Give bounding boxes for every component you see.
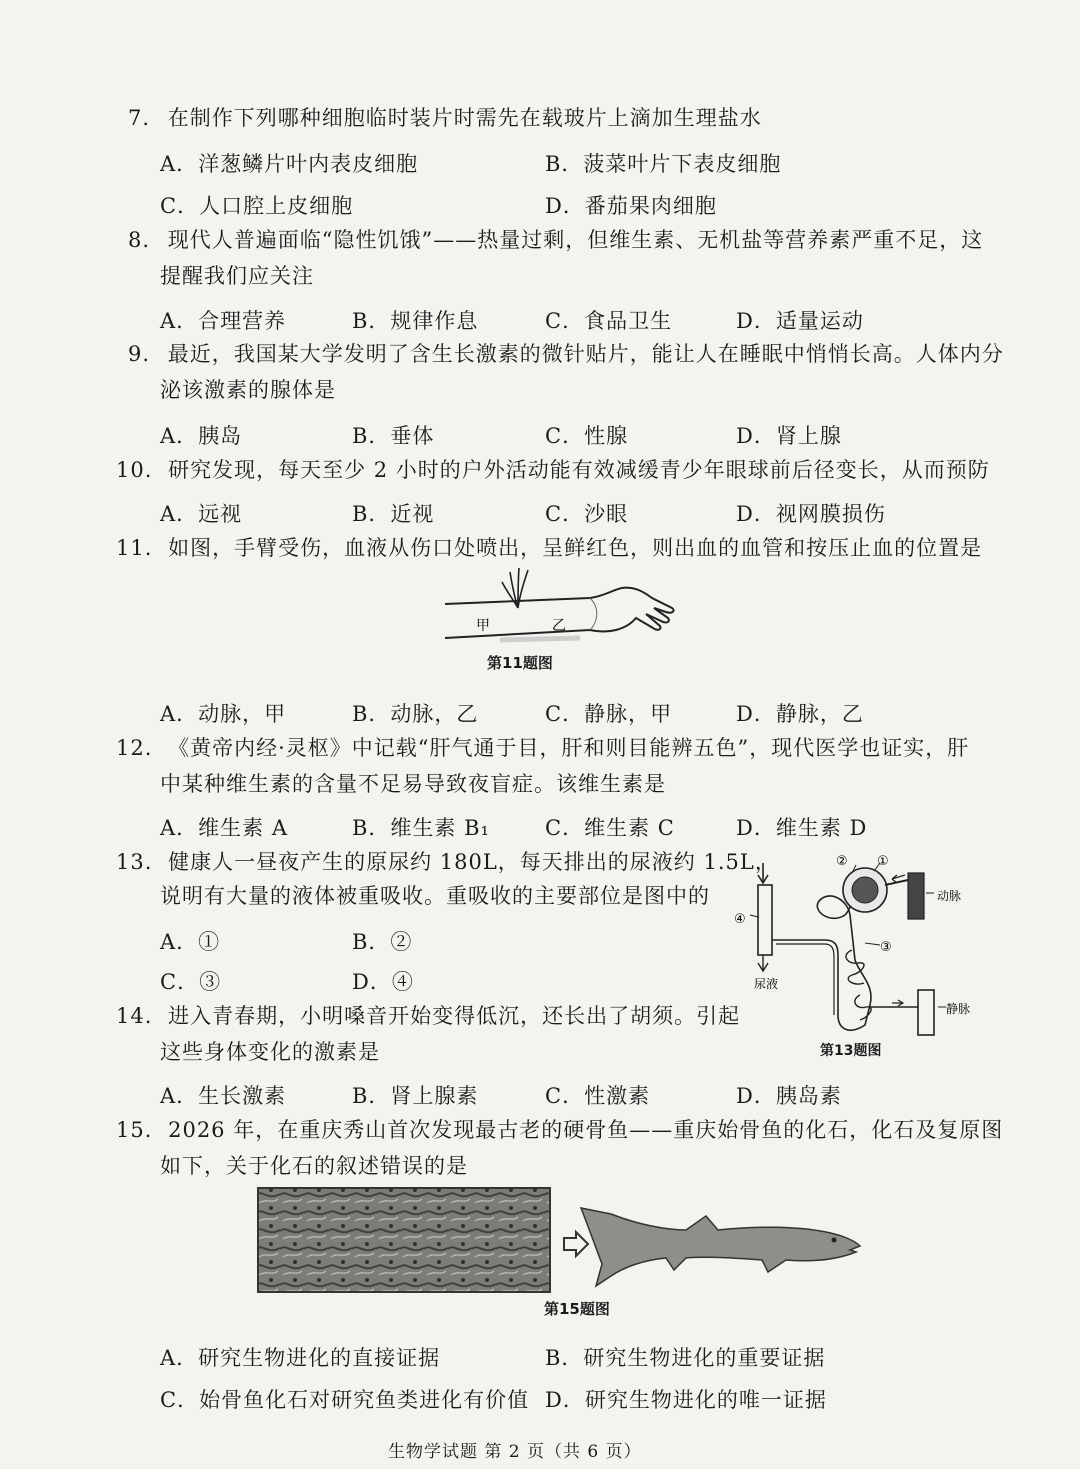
option-b: B．②: [352, 930, 413, 954]
option-d: D．静脉，乙: [736, 702, 864, 726]
question-14-line2: 这些身体变化的激素是: [160, 1040, 380, 1064]
option-c: C．维生素 C: [545, 816, 675, 840]
option-d: D．番茄果肉细胞: [545, 194, 717, 218]
question-stem: 现代人普遍面临“隐性饥饿”——热量过剩，但维生素、无机盐等营养素严重不足，这: [167, 228, 984, 252]
figure-caption: 第11题图: [487, 654, 553, 672]
option-c: C．性激素: [545, 1084, 651, 1108]
question-stem: 进入青春期，小明嗓音开始变得低沉，还长出了胡须。引起: [168, 1004, 741, 1028]
option-b: B．菠菜叶片下表皮细胞: [545, 152, 782, 176]
question-11: [116, 530, 982, 566]
fossil-photo: [258, 1188, 550, 1292]
question-9: [128, 336, 1004, 372]
question-8: [128, 222, 983, 258]
option-d: D．适量运动: [736, 309, 864, 333]
option-a: A．远视: [160, 502, 243, 526]
label-4: ④: [734, 912, 746, 927]
option-b: B．维生素 B₁: [352, 816, 490, 840]
question-13: [116, 844, 777, 880]
option-a: A．生长激素: [160, 1084, 287, 1108]
question-8-line2: 提醒我们应关注: [160, 264, 314, 288]
question-13-line2: 说明有大量的液体被重吸收。重吸收的主要部位是图中的: [160, 884, 710, 908]
option-b: B．规律作息: [352, 309, 479, 333]
option-a: A．维生素 A: [160, 816, 289, 840]
option-c: C．沙眼: [545, 502, 629, 526]
option-c: C．③: [160, 970, 222, 994]
page-footer: 生物学试题 第 2 页（共 6 页）: [388, 1442, 642, 1462]
fossil-figure: [256, 1186, 866, 1298]
option-a: A．动脉，甲: [160, 702, 287, 726]
option-c: C．食品卫生: [545, 309, 673, 333]
option-c: C．性腺: [545, 424, 629, 448]
option-a: A．洋葱鳞片叶内表皮细胞: [160, 152, 419, 176]
option-a: A．①: [160, 930, 221, 954]
question-15: [116, 1112, 1003, 1148]
figure-caption: 第15题图: [544, 1300, 610, 1318]
option-d: D．胰岛素: [736, 1084, 842, 1108]
arm-injury-figure: [440, 568, 680, 654]
label-artery: 动脉: [937, 889, 962, 903]
option-c: C．人口腔上皮细胞: [160, 194, 354, 218]
question-number: 13.: [116, 850, 153, 874]
option-a: A．胰岛: [160, 424, 243, 448]
fish-reconstruction: [581, 1208, 860, 1286]
question-stem: 2026 年，在重庆秀山首次发现最古老的硬骨鱼——重庆始骨鱼的化石，化石及复原图: [168, 1118, 1004, 1142]
question-number: 10.: [116, 458, 153, 482]
figure-label-yi: 乙: [552, 618, 566, 634]
question-15-line2: 如下，关于化石的叙述错误的是: [160, 1154, 468, 1178]
question-number: 15.: [116, 1118, 153, 1142]
question-14: [116, 998, 740, 1034]
nephron-figure: [730, 845, 980, 1045]
option-d: D．研究生物进化的唯一证据: [545, 1388, 827, 1412]
question-stem: 《黄帝内经·灵枢》中记载“肝气通于目，肝和则目能辨五色”，现代医学也证实，肝: [168, 736, 970, 760]
option-c: C．始骨鱼化石对研究鱼类进化有价值: [160, 1388, 530, 1412]
arrow-right-icon: [564, 1232, 588, 1256]
option-c: C．静脉，甲: [545, 702, 673, 726]
question-7: [128, 100, 762, 136]
option-a: A．研究生物进化的直接证据: [160, 1346, 441, 1370]
label-vein: 静脉: [946, 1002, 971, 1016]
question-number: 8.: [128, 228, 151, 252]
question-number: 9.: [128, 342, 151, 366]
question-stem: 研究发现，每天至少 2 小时的户外活动能有效减缓青少年眼球前后径变长，从而预防: [168, 458, 990, 482]
option-d: D．视网膜损伤: [736, 502, 886, 526]
figure-caption: 第13题图: [820, 1043, 882, 1059]
question-stem: 在制作下列哪种细胞临时装片时需先在载玻片上滴加生理盐水: [167, 106, 762, 130]
question-12-line2: 中某种维生素的含量不足易导致夜盲症。该维生素是: [160, 772, 666, 796]
option-a: A．合理营养: [160, 309, 287, 333]
question-stem: 最近，我国某大学发明了含生长激素的微针贴片，能让人在睡眠中悄悄长高。人体内分: [167, 342, 1004, 366]
label-2: ②: [836, 854, 848, 869]
question-number: 11.: [116, 536, 153, 560]
option-b: B．近视: [352, 502, 435, 526]
label-1: ①: [877, 854, 889, 869]
question-number: 14.: [116, 1004, 153, 1028]
option-b: B．垂体: [352, 424, 435, 448]
figure-label-jia: 甲: [476, 618, 490, 634]
question-10: [116, 452, 990, 488]
label-urine: 尿液: [754, 977, 779, 991]
option-d: D．④: [352, 970, 414, 994]
question-9-line2: 泌该激素的腺体是: [160, 378, 336, 402]
option-b: B．肾上腺素: [352, 1084, 479, 1108]
question-number: 7.: [128, 106, 151, 130]
question-stem: 如图，手臂受伤，血液从伤口处喷出，呈鲜红色，则出血的血管和按压止血的位置是: [168, 536, 983, 560]
option-d: D．肾上腺: [736, 424, 842, 448]
question-number: 12.: [116, 736, 153, 760]
option-b: B．动脉，乙: [352, 702, 479, 726]
question-12: [116, 730, 969, 766]
option-b: B．研究生物进化的重要证据: [545, 1346, 826, 1370]
question-stem: 健康人一昼夜产生的原尿约 180L，每天排出的尿液约 1.5L，: [168, 850, 777, 874]
option-d: D．维生素 D: [736, 816, 868, 840]
label-3: ③: [880, 940, 892, 955]
